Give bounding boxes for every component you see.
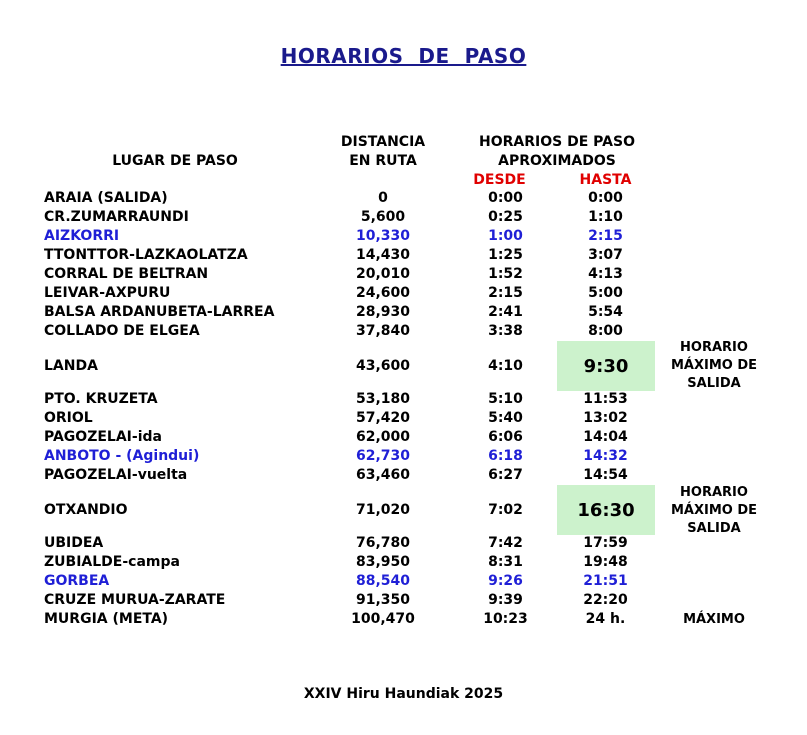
header-times <box>452 133 662 171</box>
header-times-line2: APROXIMADOS <box>498 153 616 169</box>
place-name: COLLADO DE ELGEA <box>44 323 200 339</box>
place-name: AIZKORRI <box>44 228 120 244</box>
place-name: ARAIA (SALIDA) <box>44 190 168 206</box>
from-time: 4:10 <box>488 358 523 374</box>
place-name: MURGIA (META) <box>44 611 169 627</box>
max-exit-note <box>660 339 768 393</box>
distance-value: 83,950 <box>355 554 411 570</box>
max-note: MÁXIMO <box>683 612 745 627</box>
distance-value: 20,010 <box>355 266 411 282</box>
place-name: CR.ZUMARRAUNDI <box>44 209 189 225</box>
from-time: 1:25 <box>488 247 523 263</box>
note-line: HORARIO <box>680 340 748 355</box>
header-times-line1: HORARIOS DE PASO <box>479 134 635 150</box>
distance-value: 37,840 <box>355 323 411 339</box>
place-name: GORBEA <box>44 573 110 589</box>
from-time: 6:27 <box>488 467 523 483</box>
until-time: 5:00 <box>588 285 623 301</box>
header-distance <box>328 133 438 171</box>
from-time: 8:31 <box>488 554 523 570</box>
until-time: 3:07 <box>588 247 623 263</box>
max-exit-note <box>660 484 768 538</box>
note-line: HORARIO <box>680 485 748 500</box>
max-exit-time-highlight: 16:30 <box>557 485 655 535</box>
until-time: 5:54 <box>588 304 623 320</box>
from-time: 2:41 <box>488 304 523 320</box>
until-time: 8:00 <box>588 323 623 339</box>
from-time: 0:00 <box>488 190 523 206</box>
until-time: 14:54 <box>583 467 628 483</box>
distance-value: 57,420 <box>355 410 411 426</box>
place-name: ORIOL <box>44 410 93 426</box>
note-line: SALIDA <box>687 521 741 536</box>
place-name: PAGOZELAI-vuelta <box>44 467 188 483</box>
until-time: 19:48 <box>583 554 628 570</box>
distance-value: 0 <box>378 190 388 206</box>
from-time: 6:06 <box>488 429 523 445</box>
note-line: SALIDA <box>687 376 741 391</box>
distance-value: 62,000 <box>355 429 411 445</box>
distance-value: 28,930 <box>355 304 411 320</box>
from-time: 9:39 <box>488 592 523 608</box>
distance-value: 63,460 <box>355 467 411 483</box>
until-time: 0:00 <box>588 190 623 206</box>
distance-value: 5,600 <box>360 209 406 225</box>
from-time: 0:25 <box>488 209 523 225</box>
place-name: ZUBIALDE-campa <box>44 554 180 570</box>
distance-value: 10,330 <box>355 228 411 244</box>
from-time: 5:10 <box>488 391 523 407</box>
from-time: 5:40 <box>488 410 523 426</box>
distance-value: 24,600 <box>355 285 411 301</box>
header-distance-line2: EN RUTA <box>349 153 417 169</box>
from-time: 10:23 <box>483 611 528 627</box>
max-exit-time-highlight: 9:30 <box>557 341 655 391</box>
place-name: PAGOZELAI-ida <box>44 429 162 445</box>
distance-value: 14,430 <box>355 247 411 263</box>
header-distance-line1: DISTANCIA <box>340 134 426 150</box>
place-name: BALSA ARDANUBETA-LARREA <box>44 304 275 320</box>
until-time: 22:20 <box>583 592 628 608</box>
from-time: 6:18 <box>488 448 523 464</box>
footer-event-name: XXIV Hiru Haundiak 2025 <box>303 686 504 702</box>
from-time: 9:26 <box>488 573 523 589</box>
until-time: 14:04 <box>583 429 628 445</box>
place-name: CRUZE MURUA-ZARATE <box>44 592 226 608</box>
from-time: 3:38 <box>488 323 523 339</box>
place-name: ANBOTO - (Agindui) <box>44 448 200 464</box>
from-time: 1:52 <box>488 266 523 282</box>
until-time: 17:59 <box>583 535 628 551</box>
until-time: 1:10 <box>588 209 623 225</box>
header-place: LUGAR DE PASO <box>112 153 238 169</box>
until-time: 21:51 <box>583 573 628 589</box>
note-line: MÁXIMO DE <box>670 503 758 518</box>
distance-value: 71,020 <box>355 502 411 518</box>
distance-value: 76,780 <box>355 535 411 551</box>
distance-value: 100,470 <box>351 611 415 627</box>
until-time: 24 h. <box>585 611 626 627</box>
from-time: 2:15 <box>488 285 523 301</box>
until-time: 11:53 <box>583 391 628 407</box>
distance-value: 62,730 <box>355 448 411 464</box>
header-from: DESDE <box>473 172 526 188</box>
header-until: HASTA <box>579 172 632 188</box>
place-name: CORRAL DE BELTRAN <box>44 266 209 282</box>
until-time: 4:13 <box>588 266 623 282</box>
from-time: 7:42 <box>488 535 523 551</box>
page-title: HORARIOS DE PASO <box>280 44 527 68</box>
note-line: MÁXIMO DE <box>670 358 758 373</box>
place-name: LEIVAR-AXPURU <box>44 285 171 301</box>
place-name: PTO. KRUZETA <box>44 391 158 407</box>
distance-value: 88,540 <box>355 573 411 589</box>
until-time: 14:32 <box>583 448 628 464</box>
from-time: 1:00 <box>488 228 523 244</box>
distance-value: 91,350 <box>355 592 411 608</box>
place-name: TTONTTOR-LAZKAOLATZA <box>44 247 248 263</box>
distance-value: 43,600 <box>355 358 411 374</box>
until-time: 13:02 <box>583 410 628 426</box>
until-time: 2:15 <box>588 228 623 244</box>
place-name: LANDA <box>44 358 98 374</box>
from-time: 7:02 <box>488 502 523 518</box>
distance-value: 53,180 <box>355 391 411 407</box>
place-name: UBIDEA <box>44 535 104 551</box>
place-name: OTXANDIO <box>44 502 128 518</box>
